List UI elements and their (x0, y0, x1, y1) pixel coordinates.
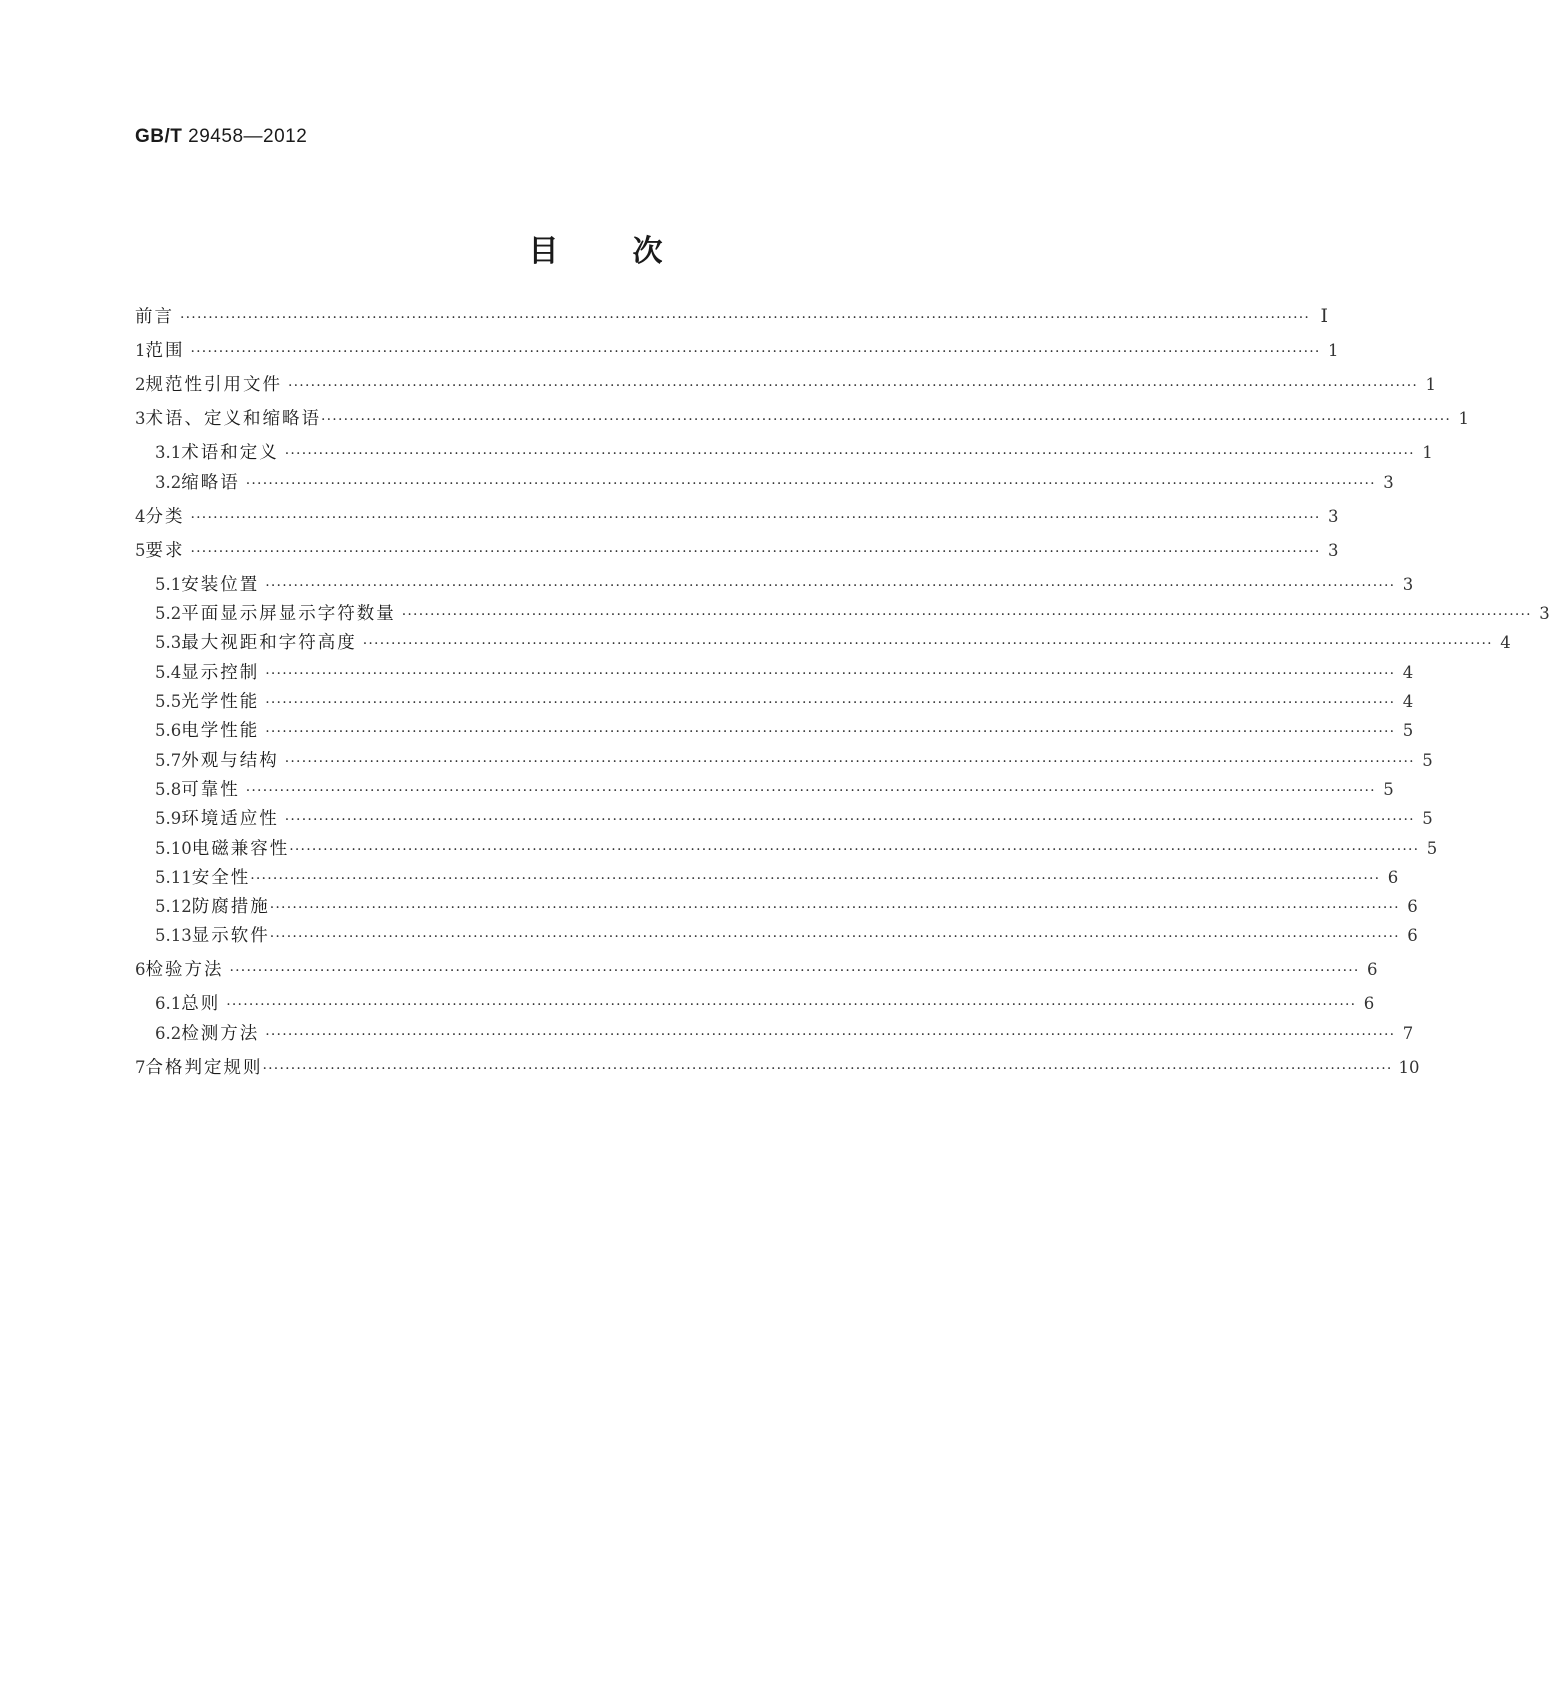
page-title-part1: 目 (528, 234, 559, 269)
standard-code-prefix: GB/T (135, 126, 183, 147)
toc-entry-page: 3 (1402, 575, 1414, 594)
toc-entry-number: 5.6 (155, 721, 182, 740)
toc-entry-5-2[interactable] (155, 601, 1550, 627)
toc-entry-number: 6 (135, 960, 146, 979)
toc-entry-number: 5.3 (155, 633, 182, 652)
toc-entry-number: 5.1 (155, 575, 182, 594)
toc-entry-page: 5 (1383, 780, 1394, 799)
toc-leader: ········································································································································································································ (262, 1061, 1393, 1077)
toc-leader: ········································································································································································································ (190, 344, 1321, 360)
toc-leader: ········································································································································································································ (245, 783, 1376, 799)
toc-entry-number: 5.7 (155, 751, 182, 770)
toc-leader: ········································································································································································································ (245, 476, 1376, 492)
toc-entry-page: 5 (1422, 751, 1433, 770)
toc-leader: ········································································································································································································ (269, 900, 1400, 916)
toc-entry-page: 4 (1500, 633, 1511, 652)
toc-entry-page: 1 (1458, 409, 1470, 428)
toc-leader: ········································································································································································································ (265, 695, 1396, 711)
toc-entry-label: 显示控制 (181, 663, 260, 683)
toc-entry-page: 3 (1383, 473, 1394, 492)
toc-entry-label: 检验方法 (145, 960, 224, 980)
toc-entry-number: 5.12 (155, 897, 192, 916)
toc-entry-page: 5 (1422, 809, 1433, 828)
toc-entry-5-5[interactable] (155, 689, 1414, 715)
toc-leader: ········································································································································································································ (284, 446, 1415, 462)
toc-entry-label: 平面显示屏显示字符数量 (181, 604, 396, 624)
toc-leader: ········································································································································································································ (250, 871, 1381, 887)
toc-entry-6[interactable] (135, 957, 1378, 983)
toc-entry-5-11[interactable] (155, 865, 1399, 891)
toc-entry-5-9[interactable] (155, 806, 1433, 832)
toc-entry-label: 合格判定规则 (145, 1058, 263, 1078)
toc-entry-3-1[interactable] (155, 440, 1433, 466)
toc-entry-label: 缩略语 (181, 473, 240, 493)
toc-leader: ········································································································································································································ (284, 812, 1415, 828)
toc-entry-page: 5 (1402, 721, 1414, 740)
toc-entry-6-1[interactable] (155, 991, 1375, 1017)
toc-entry-5-1[interactable] (155, 572, 1414, 598)
toc-entry-number: 2 (135, 375, 146, 394)
toc-leader: ········································································································································································································ (289, 842, 1420, 858)
toc-leader: ········································································································································································································ (401, 607, 1532, 623)
toc-entry-page: 1 (1425, 375, 1437, 394)
toc-entry-label: 最大视距和字符高度 (181, 633, 357, 653)
toc-leader: ········································································································································································································ (229, 963, 1360, 979)
toc-entry-page: 6 (1407, 897, 1418, 916)
page-title (0, 226, 1191, 270)
toc-leader: ········································································································································································································ (362, 636, 1493, 652)
toc-entry-page: 1 (1422, 443, 1433, 462)
toc-entry-number: 5.10 (155, 839, 192, 858)
toc-entry-page: 4 (1402, 692, 1414, 711)
toc-entry-label: 范围 (145, 341, 185, 361)
toc-entry-5[interactable] (135, 538, 1339, 564)
toc-entry-label: 显示软件 (191, 926, 270, 946)
toc-leader: ········································································································································································································ (190, 544, 1321, 560)
toc-entry-number: 1 (135, 341, 146, 360)
toc-entry-5-7[interactable] (155, 748, 1433, 774)
toc-leader: ········································································································································································································ (265, 1027, 1396, 1043)
toc-entry-label: 环境适应性 (181, 809, 279, 829)
toc-entry-number: 7 (135, 1058, 146, 1077)
toc-entry-page: 6 (1407, 926, 1418, 945)
toc-entry-label: 总则 (181, 994, 221, 1014)
toc-entry-number: 5.9 (155, 809, 182, 828)
toc-entry-label: 可靠性 (181, 780, 240, 800)
toc-leader: ········································································································································································································ (269, 929, 1400, 945)
toc-entry-label: 防腐措施 (191, 897, 270, 917)
toc-entry-page: 4 (1402, 663, 1414, 682)
toc-entry-number: 5.2 (155, 604, 182, 623)
toc-entry-number: 6.2 (155, 1024, 182, 1043)
toc-entry-page: Ⅰ (1320, 305, 1329, 327)
toc-entry-foreword[interactable] (135, 303, 1329, 329)
toc-entry-label: 规范性引用文件 (145, 375, 282, 395)
standard-code (135, 126, 307, 148)
toc-entry-page: 6 (1363, 994, 1375, 1013)
toc-entry-page: 1 (1328, 341, 1339, 360)
toc-entry-1[interactable] (135, 338, 1339, 364)
toc-entry-label: 分类 (145, 507, 185, 527)
toc-entry-label: 术语和定义 (181, 443, 279, 463)
toc-entry-number: 5.11 (155, 868, 192, 887)
toc-leader: ········································································································································································································ (321, 412, 1452, 428)
toc-entry-page: 3 (1328, 541, 1339, 560)
toc-entry-page: 3 (1539, 604, 1550, 623)
toc-entry-number: 3.2 (155, 473, 182, 492)
toc-entry-number: 6.1 (155, 994, 182, 1013)
toc-entry-number: 5.13 (155, 926, 192, 945)
toc-leader: ········································································································································································································ (265, 666, 1396, 682)
toc-leader: ········································································································································································································ (284, 754, 1415, 770)
toc-entry-6-2[interactable] (155, 1021, 1414, 1047)
toc-entry-3[interactable] (135, 406, 1470, 432)
toc-entry-7[interactable] (135, 1055, 1420, 1081)
toc-entry-label: 安全性 (191, 868, 251, 888)
toc-entry-5-13[interactable] (155, 923, 1418, 949)
toc-entry-5-10[interactable] (155, 836, 1438, 862)
toc-entry-page: 6 (1367, 960, 1378, 979)
toc-entry-number: 5.4 (155, 663, 182, 682)
toc-entry-label: 光学性能 (181, 692, 260, 712)
toc-leader: ········································································································································································································ (180, 310, 1311, 326)
toc-entry-3-2[interactable] (155, 470, 1394, 496)
toc-entry-page: 7 (1402, 1024, 1414, 1043)
page-title-part2: 次 (632, 234, 663, 269)
toc-entry-number: 5 (135, 541, 146, 560)
standard-code-number: 29458—2012 (188, 126, 308, 147)
toc-entry-number: 3 (135, 409, 146, 428)
toc-leader: ········································································································································································································ (288, 378, 1419, 394)
toc-entry-5-4[interactable] (155, 660, 1414, 686)
toc-entry-label: 术语、定义和缩略语 (145, 409, 321, 429)
toc-entry-5-12[interactable] (155, 894, 1418, 920)
toc-leader: ········································································································································································································ (265, 578, 1396, 594)
toc-entry-page: 10 (1398, 1058, 1420, 1077)
toc-entry-number: 4 (135, 507, 146, 526)
toc-entry-label: 检测方法 (181, 1024, 260, 1044)
toc-entry-page: 3 (1328, 507, 1339, 526)
toc-entry-page: 6 (1387, 868, 1399, 887)
toc-entry-label: 安装位置 (181, 575, 260, 595)
toc-leader: ········································································································································································································ (190, 510, 1321, 526)
toc-entry-5-8[interactable] (155, 777, 1394, 803)
toc-leader: ········································································································································································································ (265, 724, 1396, 740)
toc-entry-5-6[interactable] (155, 718, 1414, 744)
toc-entry-label: 外观与结构 (181, 751, 279, 771)
toc-leader: ········································································································································································································ (226, 997, 1357, 1013)
toc-entry-5-3[interactable] (155, 630, 1511, 656)
toc-entry-page: 5 (1426, 839, 1438, 858)
toc-entry-label: 前言 (135, 307, 174, 327)
toc-entry-2[interactable] (135, 372, 1437, 398)
toc-entry-label: 要求 (145, 541, 185, 561)
toc-entry-label: 电磁兼容性 (191, 839, 290, 859)
toc-entry-number: 3.1 (155, 443, 182, 462)
toc-entry-4[interactable] (135, 504, 1339, 530)
toc-entry-number: 5.8 (155, 780, 182, 799)
toc-entry-label: 电学性能 (181, 721, 260, 741)
toc-entry-number: 5.5 (155, 692, 182, 711)
